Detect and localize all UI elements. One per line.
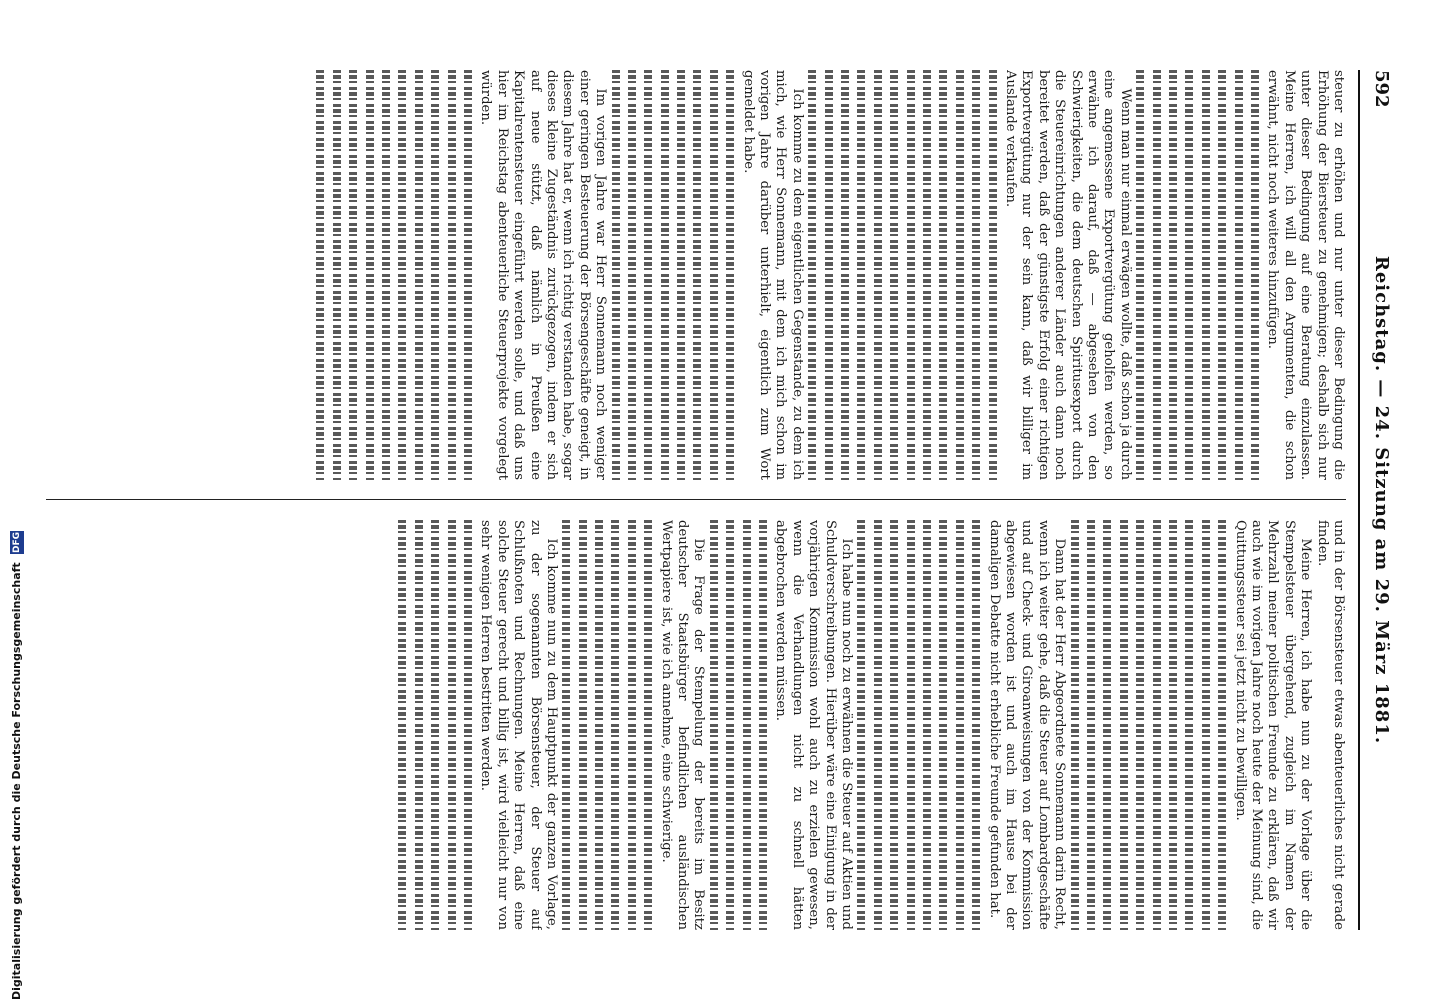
text-line xyxy=(444,520,460,930)
left-paragraph: Ich komme zu dem eigentlichen Gegenstande, zu dem ich mich, wie Herr Sonnemann, mit dem ich mich schon im vorigen Jahre darüber unterhielt, eigentlich zum Wort gemeldet habe. xyxy=(740,70,805,480)
page-number: 592 xyxy=(1371,70,1392,108)
text-line xyxy=(313,70,329,480)
text-line xyxy=(625,520,641,930)
text-line xyxy=(1231,70,1247,480)
text-line xyxy=(559,520,575,930)
right-paragraph: Die Frage der Stempelung der bereits im Besitz deutscher Staatsbürger befindlichen ausländischen Wertpapiere ist, wie ich annehme, eine schwierige. xyxy=(658,520,707,930)
text-line xyxy=(707,70,723,480)
text-line xyxy=(870,70,886,480)
text-line xyxy=(461,70,477,480)
text-line xyxy=(936,70,952,480)
text-line xyxy=(903,520,919,930)
right-paragraph: Ich habe nun noch zu erwähnen die Steuer auf Aktien und Schuldverschreibungen. Hierüber wäre eine Einigung in der vorjährigen Kommission wohl auch zu erzielen gewesen, wenn die Verhandlungen nicht zu schnell hätten abgebrochen werden müssen. xyxy=(773,520,855,930)
text-line xyxy=(1198,520,1214,930)
text-line xyxy=(461,520,477,930)
right-column xyxy=(46,520,1346,930)
text-line xyxy=(1182,520,1198,930)
text-line xyxy=(1133,520,1149,930)
credit-text: Digitalisierung gefördert durch die Deutsche Forschungsgemeinschaft xyxy=(10,562,23,1000)
text-line xyxy=(723,520,739,930)
text-line xyxy=(1116,520,1132,930)
text-line xyxy=(395,520,411,930)
text-line xyxy=(592,520,608,930)
right-paragraph: und in der Börsensteuer etwas abenteuerliches nicht gerade finden. xyxy=(1314,520,1346,930)
text-line xyxy=(870,520,886,930)
text-line xyxy=(329,70,345,480)
text-line xyxy=(1100,520,1116,930)
right-paragraph: Meine Herren, ich habe nun zu der Vorlage über die Stempelsteuer übergehend, zugleich im Namen der Mehrzahl meiner politischen Freunde zu erklären, daß wir auch wie im vorigen Jahre noch heute der Meinung sind, die Quittungssteuer sei jetzt nicht zu bewilligen. xyxy=(1232,520,1314,930)
text-line xyxy=(854,520,870,930)
text-line xyxy=(1084,520,1100,930)
right-paragraph: Dann hat der Herr Abgeordnete Sonnemann darin Recht, wenn ich weiter gehe, daß die Steuer auf Lombardgeschäfte und auf Check- und Giroanweisungen von der Kommission abgewiesen worden ist und auch im Hause bei der damaligen Debatte nicht erhebliche Freunde gefunden hat. xyxy=(986,520,1068,930)
text-line xyxy=(707,520,723,930)
text-line xyxy=(690,70,706,480)
text-line xyxy=(641,70,657,480)
text-line xyxy=(1166,70,1182,480)
text-line xyxy=(411,520,427,930)
text-line xyxy=(936,520,952,930)
page-header xyxy=(1358,70,1392,930)
text-line xyxy=(1149,520,1165,930)
text-line xyxy=(1215,70,1231,480)
text-line xyxy=(362,70,378,480)
text-line xyxy=(411,70,427,480)
text-line xyxy=(920,70,936,480)
text-line xyxy=(887,70,903,480)
text-line xyxy=(674,70,690,480)
text-line xyxy=(1149,70,1165,480)
text-line xyxy=(1182,70,1198,480)
text-line xyxy=(1215,520,1231,930)
text-line xyxy=(985,70,1001,480)
text-line xyxy=(625,70,641,480)
text-line xyxy=(969,520,985,930)
text-line xyxy=(1133,70,1149,480)
text-line xyxy=(379,70,395,480)
text-line xyxy=(395,70,411,480)
left-paragraph: steuer zu erhöhen und nur unter dieser Bedingung die Erhöhung der Biersteuer zu genehmigen; deshalb sich nur unter dieser Bedingung auf eine Beratung einzulassen. Meine Herren, ich will all den Argumenten, die schon erwähnt, nicht noch weiteres hinzufügen. xyxy=(1265,70,1346,480)
text-line xyxy=(1067,520,1083,930)
text-line xyxy=(444,70,460,480)
text-line xyxy=(428,520,444,930)
text-line xyxy=(952,520,968,930)
text-line xyxy=(920,520,936,930)
text-line xyxy=(1248,70,1264,480)
left-column xyxy=(46,70,1346,480)
text-line xyxy=(346,70,362,480)
right-paragraph: Ich komme nun zu dem Hauptpunkt der ganzen Vorlage, zu der sogenannten Börsensteuer, der Steuer auf Schlußnoten und Rechnungen. Meine Herren, daß eine solche Steuer gerecht und billig ist, wird vielleicht nur von sehr wenigen Herren bestritten werden. xyxy=(478,520,559,930)
text-line xyxy=(756,520,772,930)
digitization-credit xyxy=(10,532,32,1000)
text-columns xyxy=(46,70,1346,930)
text-line xyxy=(608,70,624,480)
text-line xyxy=(903,70,919,480)
text-line xyxy=(575,520,591,930)
text-line xyxy=(821,70,837,480)
left-paragraph: Im vorigen Jahre war Herr Sonnemann noch weniger einer geringen Besteuerung der Börsengeschäfte geneigt, in diesem Jahre hat er, wenn ich richtig verstanden habe, sogar dieses kleine Zugeständnis zurückgezogen, indem er sich auf neue stützt, daß nämlich in Preußen eine Kapitalrentensteuer eingeführt werden solle, und daß uns hier im Reichstag abenteuerliche Steuerprojekte vorgelegt würden. xyxy=(478,70,609,480)
text-line xyxy=(952,70,968,480)
text-line xyxy=(1198,70,1214,480)
text-line xyxy=(1166,520,1182,930)
text-line xyxy=(723,70,739,480)
text-line xyxy=(887,520,903,930)
text-line xyxy=(838,70,854,480)
dfg-logo-icon: DFG xyxy=(12,532,22,554)
text-line xyxy=(854,70,870,480)
text-line xyxy=(657,70,673,480)
text-line xyxy=(805,70,821,480)
running-head: Reichstag. — 24. Sitzung am 29. März 1881. xyxy=(1371,255,1392,745)
text-line xyxy=(739,520,755,930)
text-line xyxy=(969,70,985,480)
column-divider xyxy=(46,499,1346,500)
text-line xyxy=(608,520,624,930)
text-line xyxy=(641,520,657,930)
text-line xyxy=(428,70,444,480)
left-paragraph: Wenn man nur einmal erwägen wollte, daß schon ja durch eine angemessene Exportvergütung geholfen werden, so erwähne ich darauf, daß — abgesehen von den Schwierigkeiten, die dem deutschen Spiritusexport durch die Steuereinrichtungen anderer Länder auch dann noch bereitet werden, daß der günstigste Erfolg einer richtigen Exportvergütung nur der sein kann, daß wir billiger im Auslande verkaufen. xyxy=(1003,70,1133,480)
